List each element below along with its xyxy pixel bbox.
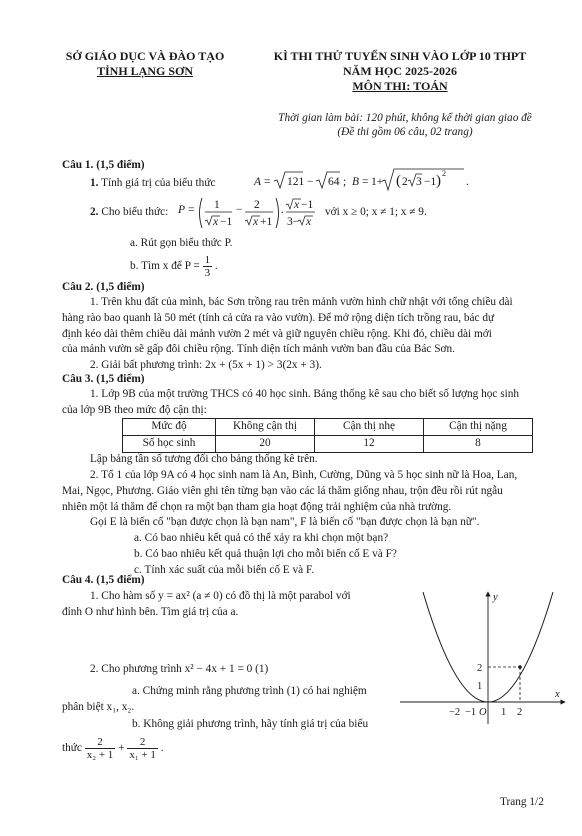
q1-title: Câu 1. (1,5 điểm) — [62, 159, 145, 171]
q4-part2-a-line-1: a. Chứng minh rằng phương trình (1) có hai nghiệm — [132, 684, 367, 697]
q1-part2-a: a. Rút gọn biểu thức P. — [130, 237, 233, 249]
q1-part2-b-fraction — [203, 254, 213, 279]
q1-part2-b-text: b. Tìm x để P = — [130, 260, 200, 273]
q1-part1 — [90, 176, 215, 192]
q4-title: Câu 4. (1,5 điểm) — [62, 574, 145, 586]
q3-part2-c: c. Tính xác suất của mỗi biến cố E và F. — [134, 563, 315, 576]
department-line-1: SỞ GIÁO DỤC VÀ ĐÀO TẠO — [65, 49, 225, 63]
q1-part2-text: Cho biểu thức: — [101, 206, 169, 218]
x-tick-label: −2 — [449, 707, 461, 718]
q3-part2-line-2: Mai, Ngọc, Phương. Giáo viên ghi tên từng bạn vào các lá thăm giống nhau, trộn đều rồi rút ngẫu — [62, 484, 503, 497]
q3-part2-line-1: 2. Tổ 1 của lớp 9A có 4 học sinh nam là An, Bình, Cường, Dũng và 5 học sinh nữ là Hoa, Lan, — [90, 469, 518, 481]
q4-part2 — [62, 662, 402, 761]
svg-text:x: x — [253, 216, 259, 228]
q1-b-numerator: 1 — [204, 254, 211, 266]
table-cell: 8 — [424, 435, 533, 452]
q1-part1-num: 1. — [90, 177, 99, 189]
q4-part2-b-line-2 — [62, 736, 402, 761]
q3-part2-line-3: nhiên một lá thăm để chọn ra một bạn tham gia hoạt động trải nghiệm của nhà trường. — [62, 500, 452, 513]
svg-text:−1: −1 — [424, 176, 437, 188]
y-tick-label: 1 — [477, 681, 483, 692]
q4-part2-a-line-2: phân biệt x₁, x₂. — [62, 700, 135, 713]
q4-part1-line-1: 1. Cho hàm số y = ax² (a ≠ 0) có đồ thị là một parabol với — [90, 590, 351, 602]
q1-part2 — [90, 205, 168, 221]
svg-text:−: − — [307, 176, 314, 188]
q4-b-fraction-1 — [85, 736, 116, 761]
svg-text:−: − — [236, 204, 243, 216]
svg-text:B: B — [352, 176, 360, 188]
table-header-cell: Cận thị nặng — [424, 419, 533, 436]
table-cell: 20 — [216, 435, 315, 452]
q1-part2-num: 2. — [90, 206, 99, 218]
svg-text:2: 2 — [402, 176, 408, 188]
table-header-cell: Mức độ — [123, 419, 216, 436]
svg-text:1: 1 — [214, 199, 220, 211]
svg-text:;: ; — [343, 176, 347, 188]
q1-formula-ab — [254, 168, 554, 194]
q2-part1-line-1: 1. Trên khu đất của mình, bác Sơn trồng rau trên mảnh vườn hình chữ nhật với tổng chiều dài — [90, 296, 513, 308]
q1-part2-b-end: . — [214, 260, 218, 273]
point-2-2 — [518, 665, 522, 669]
table-header-row — [123, 419, 533, 436]
x-tick-label: −1 — [465, 707, 477, 718]
exam-subject: MÔN THI: TOÁN — [352, 79, 448, 93]
svg-text:1+: 1+ — [371, 176, 384, 188]
q4-part1 — [62, 589, 402, 621]
table-row — [123, 435, 533, 452]
q1-part2-condition: với x ≥ 0; x ≠ 1; x ≠ 9. — [325, 206, 427, 218]
svg-text:(: ( — [396, 173, 401, 189]
q2-part1-line-2: hàng rào bao quanh là 50 mét (tính cả cửa ra vào vườn). Để mở rộng diện tích trồng rau, bác dự — [62, 311, 495, 324]
q2-part1 — [62, 295, 562, 374]
svg-text:=: = — [362, 176, 369, 188]
q1-part1-text: Tính giá trị của biểu thức — [101, 177, 216, 189]
svg-text:A: A — [254, 176, 262, 188]
q4-frac2-numerator: 2 — [127, 736, 158, 749]
q4-b-plus: + — [118, 742, 125, 755]
origin-label: O — [479, 707, 487, 718]
y-tick-label: 2 — [477, 663, 483, 674]
svg-text:): ) — [436, 173, 441, 189]
q1-part2-b — [130, 254, 218, 279]
svg-text:3: 3 — [416, 176, 422, 188]
q3-part1-line-2: của lớp 9B theo mức độ cận thị: — [62, 403, 207, 416]
q4-part1-line-2: đỉnh O như hình bên. Tìm giá trị của a. — [62, 605, 239, 618]
axis-label-x: x — [555, 689, 560, 700]
q4-b-end: . — [160, 742, 164, 755]
svg-text:x: x — [294, 199, 300, 211]
myopia-table — [122, 418, 533, 453]
svg-text:2: 2 — [254, 199, 260, 211]
svg-text:121: 121 — [287, 176, 305, 188]
table-cell: Số học sinh — [123, 435, 216, 452]
q3-part2-b: b. Có bao nhiêu kết quả thuận lợi cho mỗi biến cố E và F? — [134, 548, 397, 561]
parabola-graph — [395, 588, 570, 728]
exam-title-line-1: KÌ THI THỬ TUYỂN SINH VÀO LỚP 10 THPT — [273, 49, 527, 63]
svg-text:2: 2 — [442, 169, 446, 178]
table-header-cell: Không cận thị — [216, 419, 315, 436]
q3-part1-line-1: 1. Lớp 9B của một trường THCS có 40 học sinh. Bảng thống kê sau cho biết số lượng học sinh — [90, 388, 520, 400]
q3-title: Câu 3. (1,5 điểm) — [62, 373, 145, 385]
q2-part1-line-4: của mảnh vườn sẽ gấp đôi chiều rộng. Tính diện tích mảnh vườn ban đầu của Bác Sơn. — [62, 343, 455, 356]
q1-b-denominator: 3 — [204, 267, 211, 280]
q4-frac2-denominator: x₁ + 1 — [129, 749, 156, 762]
q4-b-prefix: thức — [62, 742, 82, 755]
svg-text:−1: −1 — [301, 199, 314, 211]
q3-part2-line-4: Gọi E là biến cố "bạn được chọn là bạn nam", F là biến cố "bạn được chọn là bạn nữ". — [90, 516, 480, 529]
table-cell: 12 — [315, 435, 424, 452]
svg-text:64: 64 — [328, 176, 340, 188]
department-line-2: TỈNH LẠNG SƠN — [96, 64, 194, 78]
q3-part2-a: a. Có bao nhiêu kết quả có thể xảy ra khi chọn một bạn? — [134, 532, 389, 545]
q4-frac1-numerator: 2 — [85, 736, 116, 749]
q4-part2-b-line-1: b. Không giải phương trình, hãy tính giá trị của biểu — [132, 718, 369, 731]
q4-b-fraction-2 — [127, 736, 158, 761]
department-name — [50, 49, 240, 79]
svg-text:x: x — [306, 216, 312, 228]
svg-text:−1: −1 — [220, 216, 233, 228]
svg-text:.: . — [281, 204, 284, 216]
table-header-cell: Cận thị nhẹ — [315, 419, 424, 436]
exam-title — [250, 49, 550, 94]
q2-part2: 2. Giải bất phương trình: 2x + (5x + 1) > 3(2x + 3). — [90, 359, 322, 372]
page-number: Trang 1/2 — [500, 796, 544, 808]
svg-text:+1: +1 — [260, 216, 273, 228]
q4-frac1-denominator: x₂ + 1 — [86, 749, 114, 762]
svg-text:.: . — [466, 176, 469, 188]
x-tick-label: 2 — [517, 707, 523, 718]
exam-title-line-2: NĂM HỌC 2025-2026 — [343, 64, 457, 78]
svg-text:=: = — [188, 204, 195, 216]
time-note: Thời gian làm bài: 120 phút, không kể thời gian giao đề — [278, 112, 532, 124]
svg-text:3−: 3− — [287, 216, 300, 228]
x-tick-label: 1 — [501, 707, 507, 718]
q3-part2 — [62, 468, 562, 579]
svg-text:x: x — [213, 216, 219, 228]
axis-label-y: y — [493, 592, 498, 603]
q4-part2-line-1: 2. Cho phương trình x² − 4x + 1 = 0 (1) — [90, 663, 269, 675]
q2-part1-line-3: định kéo dài thêm chiều dài mảnh vườn 2 mét và giữ nguyên chiều rộng. Khi đó, chiều dài mới — [62, 327, 492, 340]
q3-part1 — [62, 387, 562, 419]
svg-text:=: = — [264, 176, 271, 188]
svg-text:P: P — [178, 204, 186, 216]
pages-note: (Đề thi gồm 06 câu, 02 trang) — [337, 126, 473, 138]
q2-title: Câu 2. (1,5 điểm) — [62, 281, 145, 293]
q3-after-table: Lập bảng tần số tương đối cho bảng thống kê trên. — [90, 453, 318, 465]
